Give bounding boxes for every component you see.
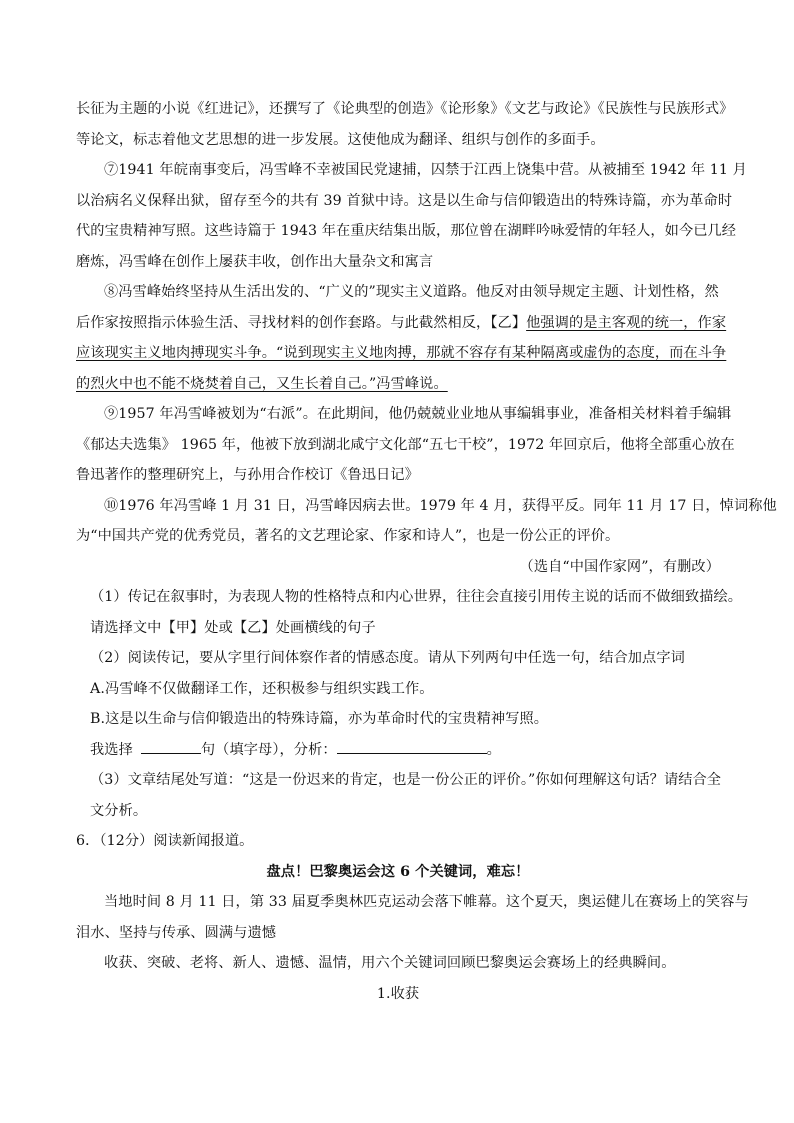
question-3-line: 文分析。: [90, 802, 148, 819]
question-2-answer-line: [76, 735, 720, 766]
paragraph-8-line: [76, 369, 720, 400]
paragraph-7-line: 代的宝贵精神写照。这些诗篇于 1943 年在重庆结集出版，那位曾在湖畔吟咏爱情的年轻人，如今已几经: [76, 223, 737, 239]
paragraph-9-line: 《郁达夫选集》 1965 年，他被下放到湖北咸宁文化部“五七干校”，1972 年回京后，他将全部重心放在: [76, 436, 735, 453]
underlined-sentence-yi: 应该现实主义地肉搏现实斗争。“说到现实主义地肉搏，那就不容存有某种隔离或虚伪的态度，而在斗争: [76, 345, 727, 361]
question-2-option-a: A.冯雪峰不仅做翻译工作，还积极参与组织实践工作。: [90, 680, 434, 697]
question-1-line: （1）传记在叙事时，为表现人物的性格特点和内心世界，往往会直接引用传主说的话而不做细致描绘。: [90, 589, 743, 605]
question-2-line: （2）阅读传记，要从字里行间体察作者的情感态度。请从下列两句中任选一句，结合加点字词: [90, 650, 685, 666]
news-paragraph-line: 当地时间 8 月 11 日，第 33 届夏季奥林匹克运动会落下帷幕。这个夏天，奥运健儿在赛场上的笑容与: [104, 894, 749, 910]
paragraph-8-line: [76, 338, 727, 369]
choose-mid: 句（填字母），分析：: [200, 741, 337, 758]
paragraph-10-line: ⑩1976 年冯雪峰 1 月 31 日，冯雪峰因病去世。1979 年 4 月，获得平反。同年 11 月 17 日，悼词称他: [104, 497, 777, 514]
choose-prefix: 我选择: [90, 741, 133, 758]
paragraph-9-line: 鲁迅著作的整理研究上，与孙用合作校订《鲁迅日记》: [76, 467, 419, 483]
paragraph-7-line: ⑦1941 年皖南事变后，冯雪峰不幸被国民党逮捕，囚禁于江西上饶集中营。从被捕至 1942 年 11 月: [104, 162, 747, 178]
analysis-blank[interactable]: [337, 737, 487, 754]
choose-end: 。: [486, 741, 501, 758]
paragraph-7-line: 以治病名义保释出狱，留存至今的共有 39 首狱中诗。这是以生命与信仰锻造出的特殊诗篇，亦为革命时: [76, 192, 733, 209]
underlined-sentence-yi: 的烈火中也不能不烧焚着自己，又生长着自己。”冯雪峰说。: [76, 375, 448, 392]
news-paragraph-line: 泪水、坚持与传承、圆满与遗憾: [76, 924, 277, 941]
paragraph-7-line: 磨炼，冯雪峰在创作上屡获丰收，创作出大量杂文和寓言: [76, 253, 434, 270]
question-1-line: 请选择文中【甲】处或【乙】处画横线的句子: [90, 619, 376, 636]
paragraph-8-text: 后作家按照指示体验生活、寻找材料的创作套路。与此截然相反，【乙】: [76, 314, 527, 331]
underlined-sentence-yi: 他强调的是主客观的统一，作家: [526, 314, 727, 331]
news-paragraph-line: 收获、突破、老将、新人、遗憾、温情，用六个关键词回顾巴黎奥运会赛场上的经典瞬间。: [104, 955, 676, 971]
paragraph-8-line: [76, 308, 727, 339]
news-title: 盘点！巴黎奥运会这 6 个关键词，难忘！: [266, 863, 530, 880]
letter-blank[interactable]: [141, 737, 201, 754]
section-6-heading: 6．（12分）阅读新闻报道。: [76, 833, 254, 849]
news-subheading: 1.收获: [376, 985, 420, 1002]
paragraph-9-line: ⑨1957 年冯雪峰被划为“右派”。在此期间，他仍兢兢业业地从事编辑事业，准备相关材料着手编辑: [104, 406, 732, 422]
source-citation: （选自“中国作家网”，有删改）: [519, 558, 720, 575]
paragraph-8-line: ⑧冯雪峰始终坚持从生活出发的、“广义的”现实主义道路。他反对由领导规定主题、计划性格，然: [104, 284, 719, 300]
document-body: [76, 94, 777, 1009]
question-3-line: （3）文章结尾处写道：“这是一份迟来的肯定，也是一份公正的评价。”你如何理解这句话？请结合全: [90, 772, 722, 788]
paragraph-10-line: 为“中国共产党的优秀党员，著名的文艺理论家、作家和诗人”，也是一份公正的评价。: [76, 528, 620, 544]
paragraph-line: 长征为主题的小说《红进记》，还撰写了《论典型的创造》《论形象》《文艺与政论》《民族性与民族形式》: [76, 101, 734, 117]
question-2-option-b: B.这是以生命与信仰锻造出的特殊诗篇，亦为革命时代的宝贵精神写照。: [90, 711, 549, 727]
paragraph-line: 等论文，标志着他文艺思想的进一步发展。这使他成为翻译、组织与创作的多面手。: [76, 131, 605, 148]
